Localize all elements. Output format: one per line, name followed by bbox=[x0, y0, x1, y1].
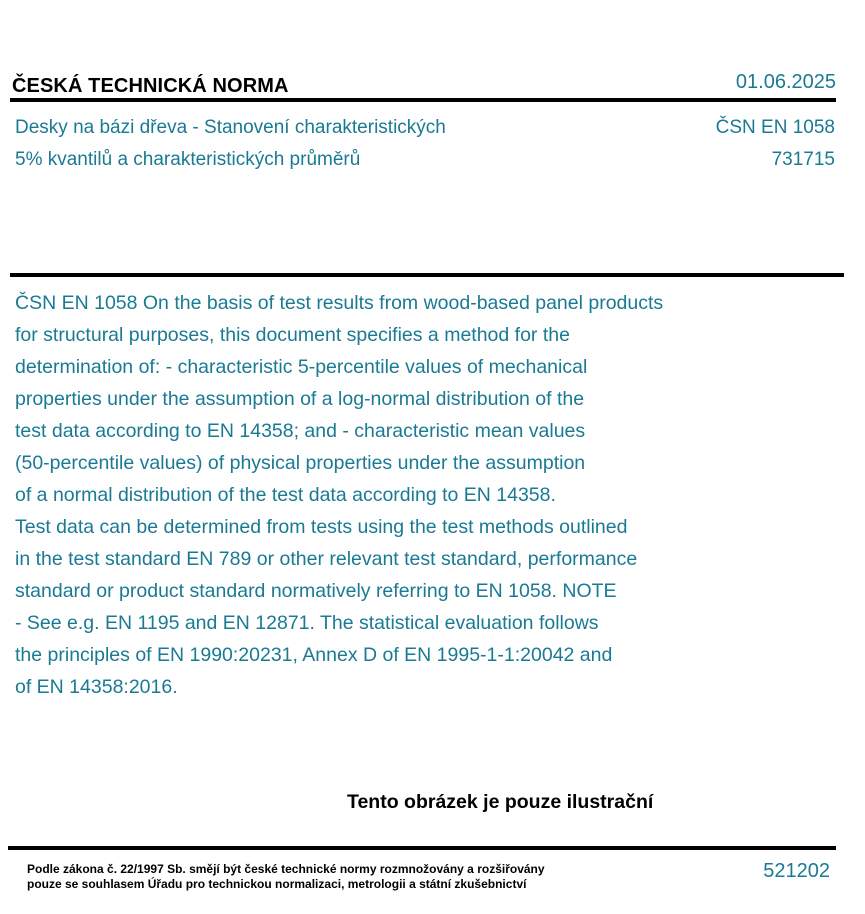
footer-code: 521202 bbox=[763, 860, 830, 882]
standard-designation: ČSN EN 1058 bbox=[715, 117, 835, 138]
publication-date: 01.06.2025 bbox=[735, 71, 836, 93]
footer-divider bbox=[8, 846, 836, 850]
header-divider bbox=[10, 98, 836, 102]
standard-abstract: ČSN EN 1058 On the basis of test results from wood-based panel products for structural purposes, this document specifies a method for the determination of: - characteristic 5-percentile values of mechanical properties under the assumption of a log-normal distribution of the test data according to EN 14358; and - characteristic mean values (50-percentile values) of physical properties under the assumption of a normal distribution of the test data according to EN 14358. Test data can be determined from tests using the test methods outlined in the test standard EN 789 or other relevant test standard, performance standard or product standard normatively referring to EN 1058. NOTE - See e.g. EN 1195 and EN 12871. The statistical evaluation follows the principles of EN 1990:20231, Annex D of EN 1995-1-1:20042 and of EN 14358:2016. bbox=[15, 292, 664, 698]
title-divider bbox=[10, 273, 844, 277]
legal-notice: Podle zákona č. 22/1997 Sb. smějí být české technické normy rozmnožovány a rozšiřovány pouze se souhlasem Úřadu pro technickou normalizaci, metrologii a státní zkušebnictví bbox=[27, 862, 545, 891]
standard-title-line-2: 5% kvantilů a charakteristických průměrů bbox=[15, 149, 361, 170]
classification-code: 731715 bbox=[771, 149, 835, 170]
document-type-title: ČESKÁ TECHNICKÁ NORMA bbox=[12, 75, 289, 97]
illustration-note: Tento obrázek je pouze ilustrační bbox=[347, 791, 654, 813]
standard-title-line-1: Desky na bázi dřeva - Stanovení charakteristických bbox=[15, 117, 446, 138]
